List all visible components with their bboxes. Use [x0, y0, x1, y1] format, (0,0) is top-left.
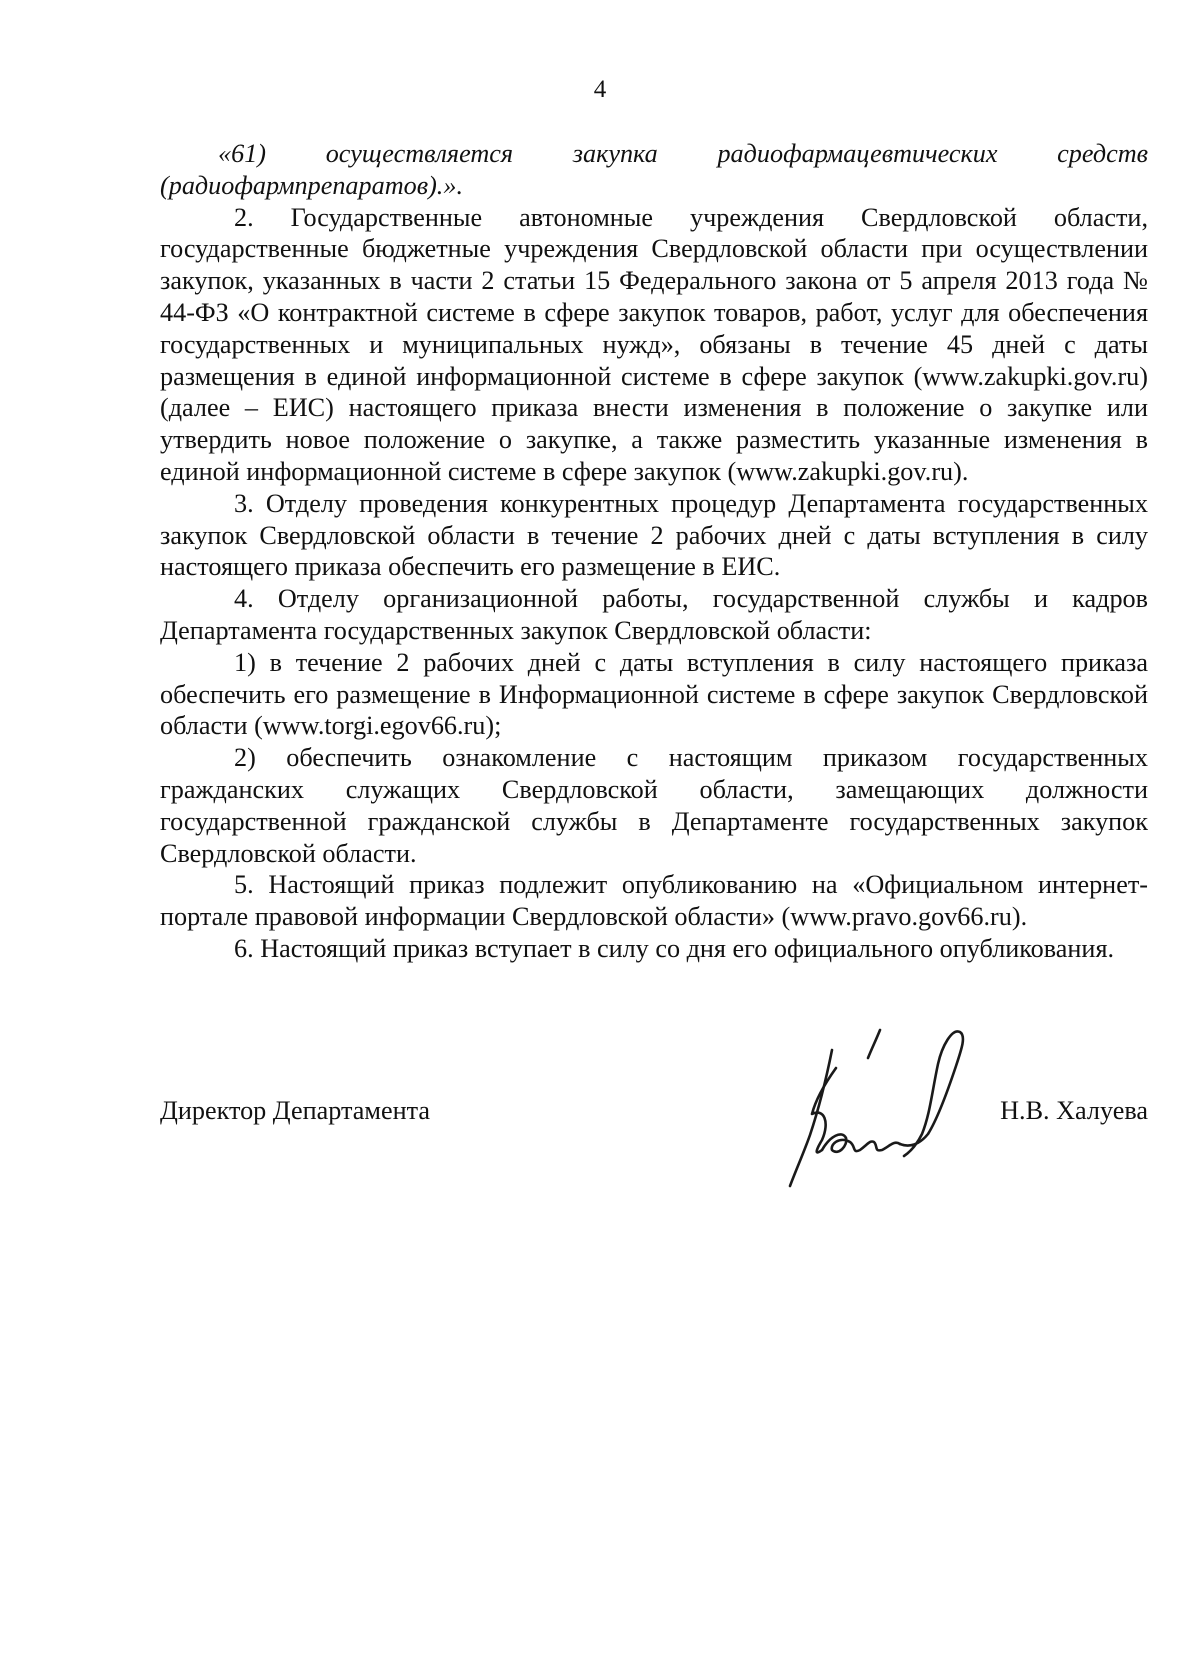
- paragraph-amendment-61: «61) осуществляется закупка радиофармацевтических средств (радиофармпрепаратов).».: [160, 139, 1148, 200]
- paragraph-2: 2. Государственные автономные учреждения Свердловской области, государственные бюджетные учреждения Свердловской области при осуществлении закупок, указанных в части 2 статьи 15 Федерального закона от 5 апреля 2013 года № 44-ФЗ «О контрактной системе в сфере закупок товаров, работ, услуг для обеспечения государственных и муниципальных нужд», обязаны в течение 45 дней с даты размещения в единой информационной системе в сфере закупок (www.zakupki.gov.ru) (далее – ЕИС) настоящего приказа внести изменения в положение о закупке или утвердить новое положение о закупке, а также разместить указанные изменения в единой информационной системе в сфере закупок (www.zakupki.gov.ru).: [160, 202, 1148, 486]
- page-number: 4: [593, 76, 607, 103]
- signatory-title: Директор Департамента: [160, 1096, 430, 1125]
- signature-row: [160, 1096, 1148, 1136]
- paragraph-4: 4. Отделу организационной работы, государственной службы и кадров Департамента государственных закупок Свердловской области:: [160, 584, 1148, 645]
- handwritten-signature-icon: [770, 1010, 990, 1190]
- paragraph-3: 3. Отделу проведения конкурентных процедур Департамента государственных закупок Свердловской области в течение 2 рабочих дней с даты вступления в силу настоящего приказа обеспечить его размещение в ЕИС.: [160, 488, 1148, 582]
- paragraph-4-item-2: 2) обеспечить ознакомление с настоящим приказом государственных гражданских служащих Свердловской области, замещающих должности государственной гражданской службы в Департаменте государственных закупок Свердловской области.: [160, 743, 1148, 868]
- paragraph-5: 5. Настоящий приказ подлежит опубликованию на «Официальном интернет-портале правовой информации Свердловской области» (www.pravo.gov66.ru).: [160, 870, 1148, 932]
- paragraph-4-item-1: 1) в течение 2 рабочих дней с даты вступления в силу настоящего приказа обеспечить его размещение в Информационной системе в сфере закупок Свердловской области (www.torgi.egov66.ru);: [160, 647, 1148, 741]
- document-body: [160, 138, 1148, 965]
- signatory-name: Н.В. Халуева: [1000, 1096, 1148, 1125]
- paragraph-6: 6. Настоящий приказ вступает в силу со дня его официального опубликования.: [234, 933, 1115, 963]
